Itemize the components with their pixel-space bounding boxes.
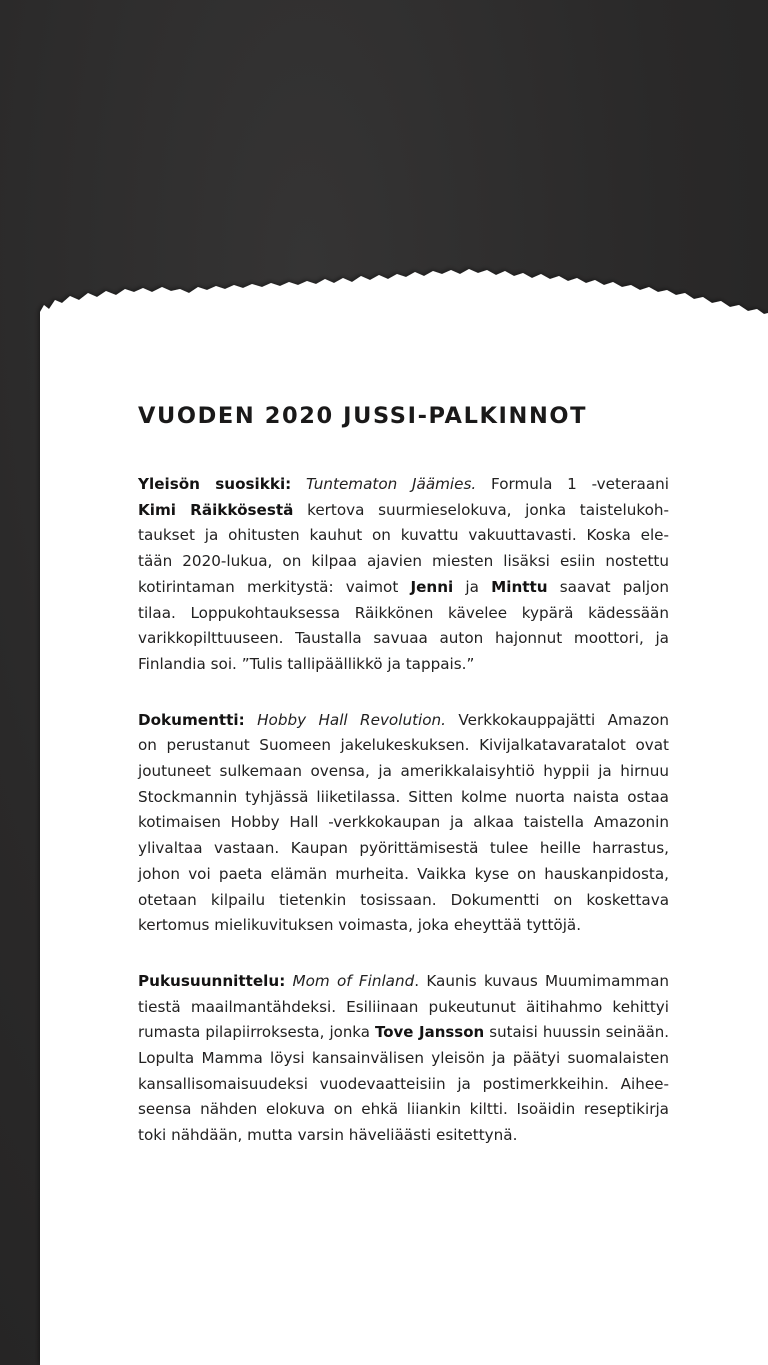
text-line: kotirintaman merkitystä: vaimot Jenni ja Minttu saavat paljon	[138, 577, 669, 596]
text-line: johon voi paeta elämän murheita. Vaikka kyse on hauskanpidosta,	[138, 864, 669, 883]
text-line: toki nähdään, mutta varsin häveliäästi esitettynä.	[138, 1126, 518, 1145]
text-line: Dokumentti: Hobby Hall Revolution. Verkkokauppajätti Amazon	[138, 710, 670, 729]
text-line: Stockmannin tyhjässä liiketilassa. Sitten kolme nuorta naista ostaa	[138, 787, 669, 806]
text-line: on perustanut Suomeen jakelukeskuksen. Kivijalkatavaratalot ovat	[138, 736, 669, 755]
text-line: ylivaltaa vastaan. Kaupan pyörittämisestä tulee heille harrastus,	[138, 839, 669, 858]
highlighted-name: Minttu	[491, 577, 548, 596]
film-title: Tuntematon Jäämies.	[306, 475, 477, 493]
text-line: kotimaisen Hobby Hall -verkkokaupan ja alkaa taistella Amazonin	[138, 813, 669, 832]
text-line: seensa nähden elokuva on ehkä liiankin kiltti. Isoäidin reseptikirja	[138, 1100, 669, 1119]
text-line: kansallisomaisuudeksi vuodevaatteisiin ja postimerkkeihin. Aihee-	[138, 1074, 669, 1093]
section-documentary	[138, 708, 669, 939]
text-line: tään 2020-lukua, on kilpaa ajavien miesten lisäksi esiin nostettu	[138, 552, 669, 571]
text-line: otetaan kilpailu tietenkin tosissaan. Dokumentti on koskettava	[138, 890, 669, 909]
text-line: joutuneet sulkemaan ovensa, ja amerikkalaisyhtiö hyppii ja hirnuu	[138, 762, 669, 781]
film-title: Hobby Hall Revolution.	[257, 710, 446, 729]
award-category: Pukusuunnittelu:	[138, 971, 286, 990]
text-line: taukset ja ohitusten kauhut on kuvattu vakuuttavasti. Koska ele-	[138, 526, 669, 545]
section-costume-design	[138, 969, 669, 1149]
text-line: rumasta pilapiirroksesta, jonka Tove Jansson sutaisi huussin seinään.	[138, 1023, 669, 1042]
text-line: tilaa. Loppukohtauksessa Räikkönen kävelee kypärä kädessään	[138, 603, 669, 622]
award-category: Yleisön suosikki:	[138, 475, 292, 493]
text-line: Finlandia soi. ”Tulis tallipäällikkö ja tappais.”	[138, 654, 475, 673]
text-line: varikkopilttuuseen. Taustalla savuaa auton hajonnut moottori, ja	[138, 629, 669, 648]
highlighted-name: Jenni	[410, 577, 454, 596]
headline: VUODEN 2020 JUSSI-PALKINNOT	[138, 403, 588, 429]
highlighted-name: Kimi Räikkösestä	[138, 500, 294, 519]
text-line: kertomus mielikuvituksen voimasta, joka eheyttää tyttöjä.	[138, 916, 582, 935]
text-line: tiestä maailmantähdeksi. Esiliinaan pukeutunut äitihahmo kehittyi	[138, 997, 669, 1016]
film-title: Mom of Finland	[292, 971, 415, 990]
highlighted-name: Tove Jansson	[375, 1023, 485, 1042]
article	[138, 400, 669, 1179]
text-line: Pukusuunnittelu: Mom of Finland. Kaunis kuvaus Muumimamman	[138, 971, 670, 990]
section-audience-favorite	[138, 472, 669, 678]
text-line: Kimi Räikkösestä kertova suurmieselokuva, jonka taistelukoh-	[138, 500, 669, 519]
award-category: Dokumentti:	[138, 710, 245, 729]
text-line: Yleisön suosikki: Tuntematon Jäämies. Formula 1 -veteraani	[138, 475, 669, 493]
text-line: Lopulta Mamma löysi kansainvälisen yleisön ja päätyi suomalaisten	[138, 1049, 669, 1068]
